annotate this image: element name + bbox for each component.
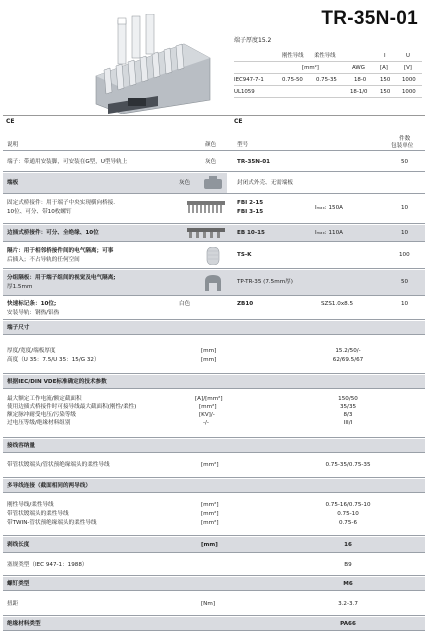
iec-amp: 150 (380, 77, 391, 83)
terminal-row (3, 152, 425, 172)
tech-unit-4: -/- (203, 420, 209, 426)
rating-table (234, 50, 422, 98)
terminal-desc: 端子：带通用安装脚，可安装在G型，U型导轨上 (7, 159, 128, 165)
multi-unit-3: [mm²] (201, 520, 219, 526)
tech-value-2: 35/35 (339, 404, 357, 410)
screw-type-value: M6 (343, 581, 353, 587)
technical-rows (3, 390, 425, 438)
tech-value-4: III/I (343, 420, 353, 426)
terminal-model: TR-35N-01 (237, 159, 271, 165)
partition-desc-2: 后插入；不占导轨的任何空间 (7, 257, 80, 263)
separator-desc-2: 厚1.5mm (7, 284, 33, 290)
ce-logo-left: CE (6, 118, 15, 125)
separator-qty: 50 (401, 279, 409, 285)
mm2-unit: [mm²] (302, 65, 319, 71)
iec-volt: 1000 (402, 77, 416, 83)
dims-label-1: 厚度/宽度/端板厚度 (7, 348, 56, 354)
tech-unit-3: [KV]/- (199, 412, 215, 418)
edge-bridge-row (3, 225, 425, 242)
fixed-bridge-icon (187, 201, 225, 217)
partition-row (3, 243, 425, 269)
iec-std: IEC947-7-1 (234, 77, 264, 83)
partition-icon (203, 247, 223, 265)
separator-desc-1: 分组隔板：用于端子组间的视觉及电气隔离; (7, 275, 116, 281)
edge-bridge-icon (187, 228, 225, 239)
gauge-row (3, 554, 425, 576)
tech-label-2: 使用边插式桥接件时可接导线最大截面积(刚性/柔性) (7, 404, 137, 410)
tech-value-1: 150/50 (338, 396, 358, 402)
marker-color: 白色 (179, 301, 191, 307)
rating-head-row (234, 50, 422, 62)
color-header: 颜色 (205, 142, 217, 148)
strip-length-unit: [mm] (201, 542, 218, 548)
multi-label-1: 刚性导线/柔性导线 (7, 502, 54, 508)
pack-header-2: 包装单位 (391, 143, 414, 149)
marker-qty: 10 (401, 301, 409, 307)
multi-value-3: 0.75-6 (338, 520, 358, 526)
product-title: TR-35N-01 (321, 8, 418, 29)
endplate-row (3, 173, 425, 194)
gauge-value: B9 (344, 562, 352, 568)
amp-unit: [A] (380, 65, 388, 71)
marker-desc-2: 安装导轨：钢热/铝热 (7, 310, 60, 316)
flex-head: 柔性导线 (314, 53, 336, 59)
tech-value-3: 8/3 (343, 412, 353, 418)
current-head: I (384, 53, 386, 59)
multi-unit-2: [mm²] (201, 511, 219, 517)
torque-row (3, 592, 425, 616)
strip-length-value: 16 (344, 542, 352, 548)
tech-label-4: 过电压等级/绝缘材料组别 (7, 420, 71, 426)
multi-label-3: 带TWIN-管状预绝缘端头的柔性导线 (7, 520, 97, 526)
awg-unit: AWG (352, 65, 365, 71)
bridge-desc-2: 10位、可分、带10枚螺钉 (7, 209, 72, 215)
partition-model: TS-K (237, 252, 252, 258)
dims-unit-1: [mm] (201, 348, 217, 354)
terminal-block-image (88, 14, 214, 114)
ul-amp: 150 (380, 89, 391, 95)
separator-model: TP-TR-35 (7.5mm厚) (237, 279, 293, 285)
insulation-row (3, 617, 425, 631)
clamp-value: 0.75-35/0.75-35 (325, 462, 371, 468)
strip-length-row (3, 537, 425, 553)
edge-current: Iₘₐₓ: 110A (315, 230, 343, 236)
desc-header: 说明 (7, 142, 19, 148)
rating-unit-row (234, 62, 422, 74)
bridge-model-1: FBI 2-15 (237, 200, 264, 206)
ul-awg: 18-1/0 (350, 89, 368, 95)
section-clamping-title: 接线容纳量 (7, 443, 35, 449)
dims-unit-2: [mm] (201, 357, 217, 363)
iec-awg: 18-0 (354, 77, 367, 83)
tech-unit-1: [A]/[mm²] (195, 396, 223, 402)
section-dimensions (3, 321, 425, 335)
section-clamping (3, 439, 425, 453)
model-header: 型号 (237, 142, 249, 148)
bridge-desc-1: 固定式桥接件：用于端子中央实现横向桥接. (7, 200, 116, 206)
marker-model: ZB10 (237, 301, 254, 307)
torque-value: 3.2-3.7 (338, 601, 358, 607)
pack-header-1: 件数 (399, 136, 411, 142)
section-multi-title: 多导线连接（截面相同的两导线） (7, 483, 91, 489)
multi-value-1: 0.75-16/0.75-10 (325, 502, 371, 508)
insulation-title: 绝缘材料类型 (7, 621, 41, 627)
iec-rigid: 0.75-50 (282, 77, 303, 83)
insulation-value: PA66 (340, 621, 356, 627)
multi-conductor-rows (3, 494, 425, 536)
torque-label: 扭距 (7, 601, 19, 607)
multi-value-2: 0.75-10 (337, 511, 359, 517)
marker-desc-1: 快速标记条：10位; (7, 301, 57, 307)
section-dimensions-title: 端子尺寸 (7, 325, 30, 331)
dims-label-2: 高度（U 35：7.5/U 35：15/G 32） (7, 357, 100, 363)
endplate-desc: 端板 (7, 180, 19, 186)
gauge-label: 塞规类型（IEC 947-1：1988） (7, 562, 88, 568)
partition-desc-1: 隔片：用于相邻桥接件间的电气隔离；可事 (7, 248, 114, 254)
bridge-model-2: FBI 3-15 (237, 209, 264, 215)
rigid-head: 刚性导线 (282, 53, 304, 59)
voltage-head: U (406, 53, 410, 59)
cross-section-label: 端子厚度15.2 (234, 37, 272, 44)
top-divider (3, 115, 425, 116)
endplate-icon (203, 176, 223, 190)
screw-type-title: 螺钉类型 (7, 581, 30, 587)
dimensions-row (3, 336, 425, 374)
dims-value-1: 15.2/50/- (335, 348, 361, 354)
bridge-qty: 10 (401, 205, 409, 211)
terminal-color: 灰色 (205, 159, 217, 165)
ul-row (234, 86, 422, 98)
separator-icon (203, 273, 223, 293)
section-multi-conductor (3, 479, 425, 493)
edge-desc: 边插式桥接件：可分、全绝缘、10位 (7, 230, 99, 236)
edge-model: EB 10-15 (237, 230, 265, 236)
marker-size: SZS1.0x8.5 (321, 301, 354, 307)
multi-unit-1: [mm²] (201, 502, 219, 508)
multi-label-2: 带管状镀端头的柔性导线 (7, 511, 69, 517)
clamp-unit: [mm²] (201, 462, 219, 468)
edge-qty: 10 (401, 230, 409, 236)
sealed-housing-note: 封闭式外壳、无需端板 (237, 180, 293, 186)
section-technical-title: 根据IEC/DIN VDE标准确定的技术参数 (7, 379, 107, 385)
iec-flex: 0.75-35 (316, 77, 337, 83)
section-technical (3, 375, 425, 389)
tech-unit-2: [mm²] (199, 404, 217, 410)
bridge-current: Iₘₐₓ: 150A (315, 205, 343, 211)
dims-value-2: 62/69.5/67 (332, 357, 364, 363)
separator-row (3, 270, 425, 296)
endplate-color: 灰色 (179, 180, 191, 186)
iec-row (234, 74, 422, 86)
tech-label-1: 最大额定工作电流/额定截面积 (7, 396, 82, 402)
volt-unit: [V] (404, 65, 412, 71)
ul-std: UL1059 (234, 89, 255, 95)
partition-qty: 100 (399, 252, 410, 258)
column-header-row (3, 134, 425, 151)
marker-row (3, 297, 425, 320)
fixed-bridge-row (3, 195, 425, 224)
terminal-qty: 50 (401, 159, 409, 165)
clamp-label: 带管状镀端头/管状预绝缘端头的柔性导线 (7, 462, 110, 468)
ce-logo-right: CE (234, 118, 243, 125)
tech-label-3: 额定脉冲耐受电压/污染等级 (7, 412, 77, 418)
screw-type-row (3, 577, 425, 591)
torque-unit: [Nm] (201, 601, 215, 607)
clamping-row (3, 454, 425, 478)
strip-length-title: 剥线长度 (7, 542, 30, 548)
ul-volt: 1000 (402, 89, 416, 95)
